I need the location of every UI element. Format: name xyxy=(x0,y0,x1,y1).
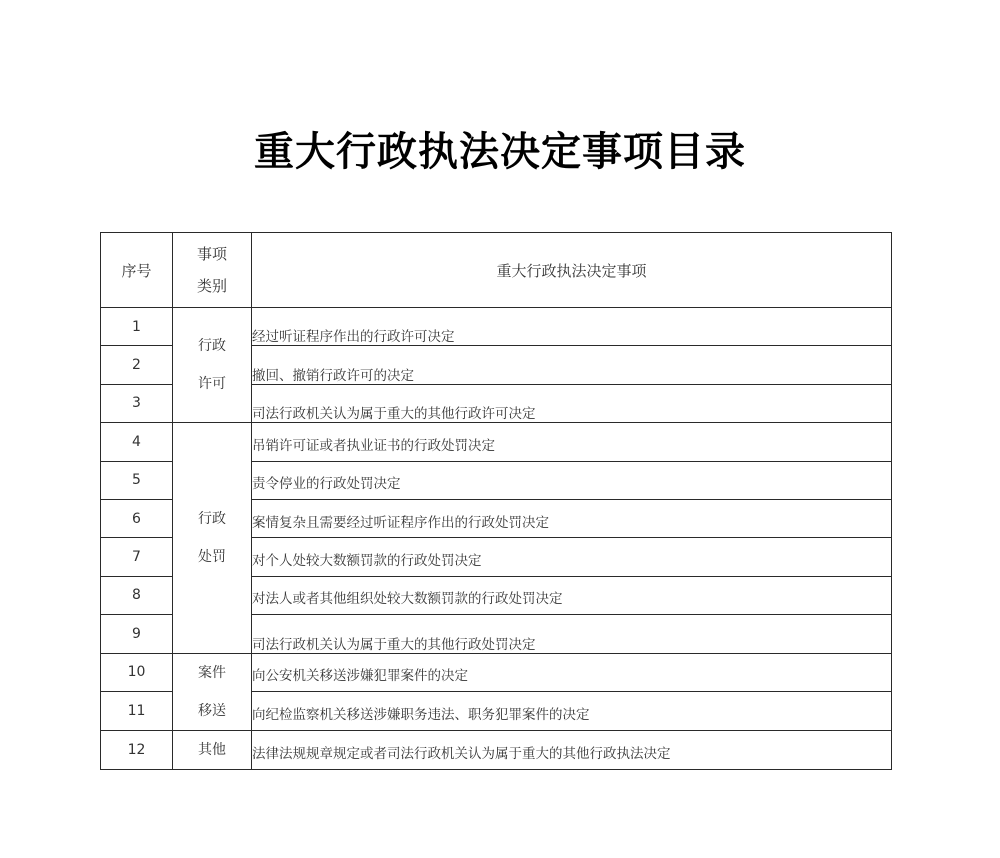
header-item: 重大行政执法决定事项 xyxy=(252,233,892,308)
item-cell: 对个人处较大数额罚款的行政处罚决定 xyxy=(252,538,892,576)
category-cell xyxy=(173,730,252,769)
seq-cell: 8 xyxy=(101,576,173,614)
category-line1: 行政 xyxy=(198,510,226,527)
category-line1: 案件 xyxy=(198,664,226,681)
header-category-line2: 类别 xyxy=(196,277,227,295)
item-cell: 向纪检监察机关移送涉嫌职务违法、职务犯罪案件的决定 xyxy=(252,692,892,731)
seq-cell: 4 xyxy=(101,423,173,461)
category-cell xyxy=(173,653,252,730)
category-cell xyxy=(173,423,252,653)
header-seq: 序号 xyxy=(101,233,173,308)
item-cell: 吊销许可证或者执业证书的行政处罚决定 xyxy=(252,423,892,461)
seq-cell: 1 xyxy=(101,308,173,346)
seq-cell: 12 xyxy=(101,730,173,769)
category-line2: 处罚 xyxy=(198,548,226,565)
seq-cell: 11 xyxy=(101,692,173,731)
item-cell: 法律法规规章规定或者司法行政机关认为属于重大的其他行政执法决定 xyxy=(252,730,892,769)
table-row xyxy=(101,308,892,346)
item-cell: 案情复杂且需要经过听证程序作出的行政处罚决定 xyxy=(252,499,892,537)
category-line1: 行政 xyxy=(198,338,226,355)
item-cell: 撤回、撤销行政许可的决定 xyxy=(252,346,892,384)
table-row xyxy=(101,423,892,461)
category-line2: 移送 xyxy=(198,702,226,719)
document-title: 重大行政执法决定事项目录 xyxy=(254,128,746,175)
seq-cell: 3 xyxy=(101,384,173,422)
seq-cell: 2 xyxy=(101,346,173,384)
seq-cell: 7 xyxy=(101,538,173,576)
category-cell xyxy=(173,308,252,423)
decision-items-table xyxy=(100,232,892,770)
item-cell: 司法行政机关认为属于重大的其他行政处罚决定 xyxy=(252,615,892,653)
category-line2: 许可 xyxy=(198,376,226,393)
table-row xyxy=(101,653,892,692)
table-row xyxy=(101,730,892,769)
seq-cell: 6 xyxy=(101,499,173,537)
item-cell: 向公安机关移送涉嫌犯罪案件的决定 xyxy=(252,653,892,692)
seq-cell: 9 xyxy=(101,615,173,653)
table-header-row xyxy=(101,233,892,308)
header-category xyxy=(173,233,252,308)
header-category-line1: 事项 xyxy=(196,245,227,263)
item-cell: 对法人或者其他组织处较大数额罚款的行政处罚决定 xyxy=(252,576,892,614)
item-cell: 经过听证程序作出的行政许可决定 xyxy=(252,308,892,346)
seq-cell: 5 xyxy=(101,461,173,499)
item-cell: 责令停业的行政处罚决定 xyxy=(252,461,892,499)
item-cell: 司法行政机关认为属于重大的其他行政许可决定 xyxy=(252,384,892,422)
seq-cell: 10 xyxy=(101,653,173,692)
category-line1: 其他 xyxy=(198,741,226,758)
